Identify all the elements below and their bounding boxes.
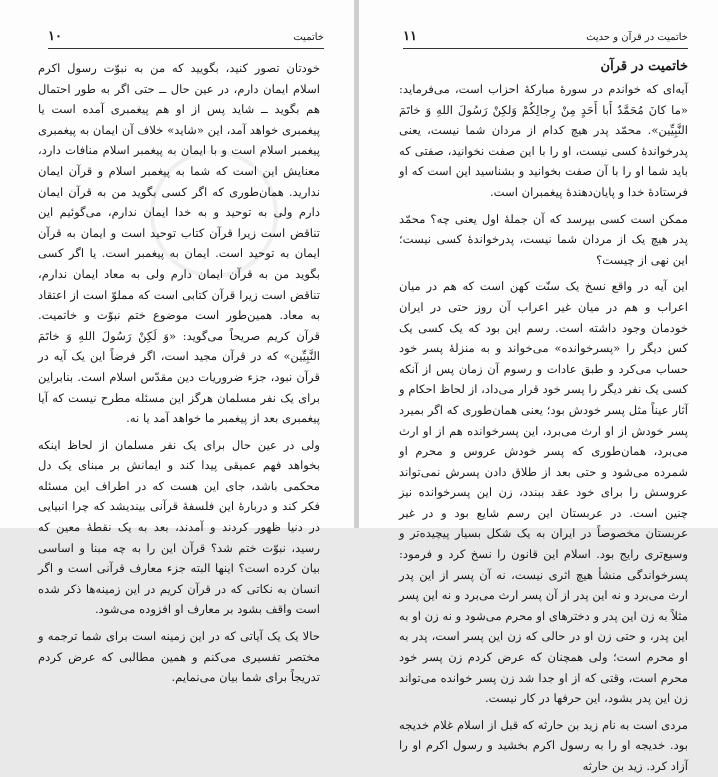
right-paragraph: این آیه در واقع نسخ یک سنّت کهن است که هم در میان اعراب و هم در میان غیر اعراب آن روز حتی در ایران خودمان وجود داشته است. رسم این بود که یک کسی یک کس دیگر را «پسرخوانده» می‌خواند و به منزلهٔ پسر خود حساب می‌کرد و طبق عادات و رسوم آن زمان پس از آنکه کسی یک نفر دیگر را پسر خود قرار می‌داد، از لحاظ احکام و آثار عیناً مثل پسر خودش بود؛ یعنی همان‌طوری که اگر بمیرد پسر خودش از او ارث می‌برد، این پسرخوانده هم از او ارث می‌برد، همان‌طوری که پسر خودش عروس و محرم او شمرده می‌شود و حتی بعد از طلاق دادن پسرش نمی‌تواند عروسش را برای خود عقد ببندد، زن این پسرخوانده نیز چنین است. در عربستان این رسم شایع بود و در غیر عربستان مخصوصاً در ایران به یک شکل بسیار پیچیده‌تر و وسیع‌تری رایج بود. اسلام این قانون را نسخ کرد و فرمود: پسرخواندگی منشأ هیچ اثری نیست، نه آن پسر از این پدر ارث می‌برد و نه این پدر از آن پسر ارث می‌برد و نه این پسر مثلاً به زن این پدر و دخترهای او محرم می‌شود و نه زن او به این پدر، و حتی زن او در حالی که زن این پسر است، پدر به او محرم است؛ ولی همچنان که عرض کردم زن پسر خود محرم است، وقتی که از او جدا شد زن پسر خوانده می‌تواند زن این پدر بشود، این حرفها در کار نیست. [399, 279, 688, 706]
left-paragraph: ولی در عین حال برای یک نفر مسلمان از لحاظ اینکه بخواهد فهم عمیقی پیدا کند و ایمانش بر مبنای یک دل محکمی باشد، جای این هست که در اطراف این مسئله فکر کند و دربارهٔ این فلسفهٔ قرآنی بیندیشد که چرا انبیایی در دنیا ظهور کردند و آمدند، بعد به یک نقطهٔ معین که رسید، نبوّت ختم شد؟ قرآن این را به چه مبنا و اساسی بیان کرده است؟ اینها البته جزء معارف قرآنی است و اگر انسان به نکاتی که در قرآن کریم در این زمینه‌ها ذکر شده است واقف بشود بر معارف او افزوده می‌شود. [38, 437, 320, 617]
right-page [358, 0, 718, 773]
left-running-head: خاتمیت [293, 32, 324, 43]
left-page [0, 0, 355, 685]
left-paragraph: خودتان تصور کنید، بگویید که من به نبوّت رسول اکرم اسلام ایمان دارم، در عین حال ــ حتی اگر به طور احتمال هم بگوید ــ شاید پس از او هم پیغمبری آمده است یا پیغمبری خواهد آمد، این «شاید» خلاف آن ایمان به پیغمبری پیغمبر اسلام است و با ایمان به پیغمبر اسلام منافات دارد، معنایش این است که شما به پیغمبر اسلام و قرآن ایمان ندارید. همان‌طوری که اگر کسی بگوید من به قرآن ایمان دارم ولی به توحید و به خدا ایمان ندارم، می‌گوئیم این تناقض است زیرا قرآن کتاب توحید است و ایمان به قرآن ایمان به توحید است. ایمان به پیغمبر است. یا اگر کسی بگوید من به قرآن ایمان دارم ولی به معاد ایمان ندارم، تناقض است زیرا قرآن کتابی است که مملوّ است از اعتقاد به معاد. همین‌طور است موضوع ختم نبوّت و خاتمیت. قرآن کریم صریحاً می‌گوید: «وَ لَكِنْ رَسُولَ اللهِ وَ خاتَمَ النَّبِيِّين» که در قرآن مجید است، اگر فرضاً این یک آیه در قرآن نبود، جزء ضروریات دین مقدّس اسلام است. بنابراین برای یک نفر مسلمان هرگز این مسئله مطرح نیست که آیا پیغمبری بعد از پیغمبر ما خواهد آمد یا نه. [38, 61, 320, 426]
right-page-number: ۱۱ [403, 29, 417, 44]
right-page-header [403, 30, 688, 49]
right-paragraph: مردی است به نام زید بن حارثه که قبل از اسلام غلام خدیجه بود. خدیجه او را به رسول اکرم بخشید و رسول اکرم او را آزاد کرد. زید بن حارثه [399, 717, 688, 773]
left-page-number: ۱۰ [48, 29, 62, 44]
right-page-body [399, 56, 688, 777]
section-title: خاتمیت در قرآن [600, 59, 688, 74]
right-paragraph: ممکن است کسی بپرسد که آن جملهٔ اول یعنی چه؟ محمّد پدر هیچ یک از مردان شما نیست، پدرخواندهٔ کسی نیست؛ این نهی از چیست؟ [399, 211, 688, 267]
right-running-head: خاتمیت در قرآن و حدیث [586, 32, 688, 43]
left-paragraph: حالا یک یک آیاتی که در این زمینه است برای شما ترجمه و مختصر تفسیری می‌کنم و همین مطالبی که عرض کردم تدریجاً برای شما بیان می‌نمایم. [38, 629, 320, 685]
left-page-header [48, 30, 324, 49]
left-page-body [38, 58, 320, 688]
right-paragraph: آیه‌ای که خواندم در سورهٔ مبارکهٔ احزاب است، می‌فرماید: «ما كانَ مُحَمَّدٌ أَبا أَحَدٍ مِنْ رِجالِكُمْ وَلكِنْ رَسُولَ اللهِ وَ خاتَمَ النَّبِيِّين». محمّد پدر هیچ کدام از مردان شما نیست، یعنی پدرخواندهٔ کسی نیست، او را با این صفت نخوانید، صفتی که باید شما او را با آن صفت بخوانید و بشناسید این است که او فرستادهٔ خدا و پایان‌دهندهٔ پیغمبران است. [399, 82, 688, 199]
